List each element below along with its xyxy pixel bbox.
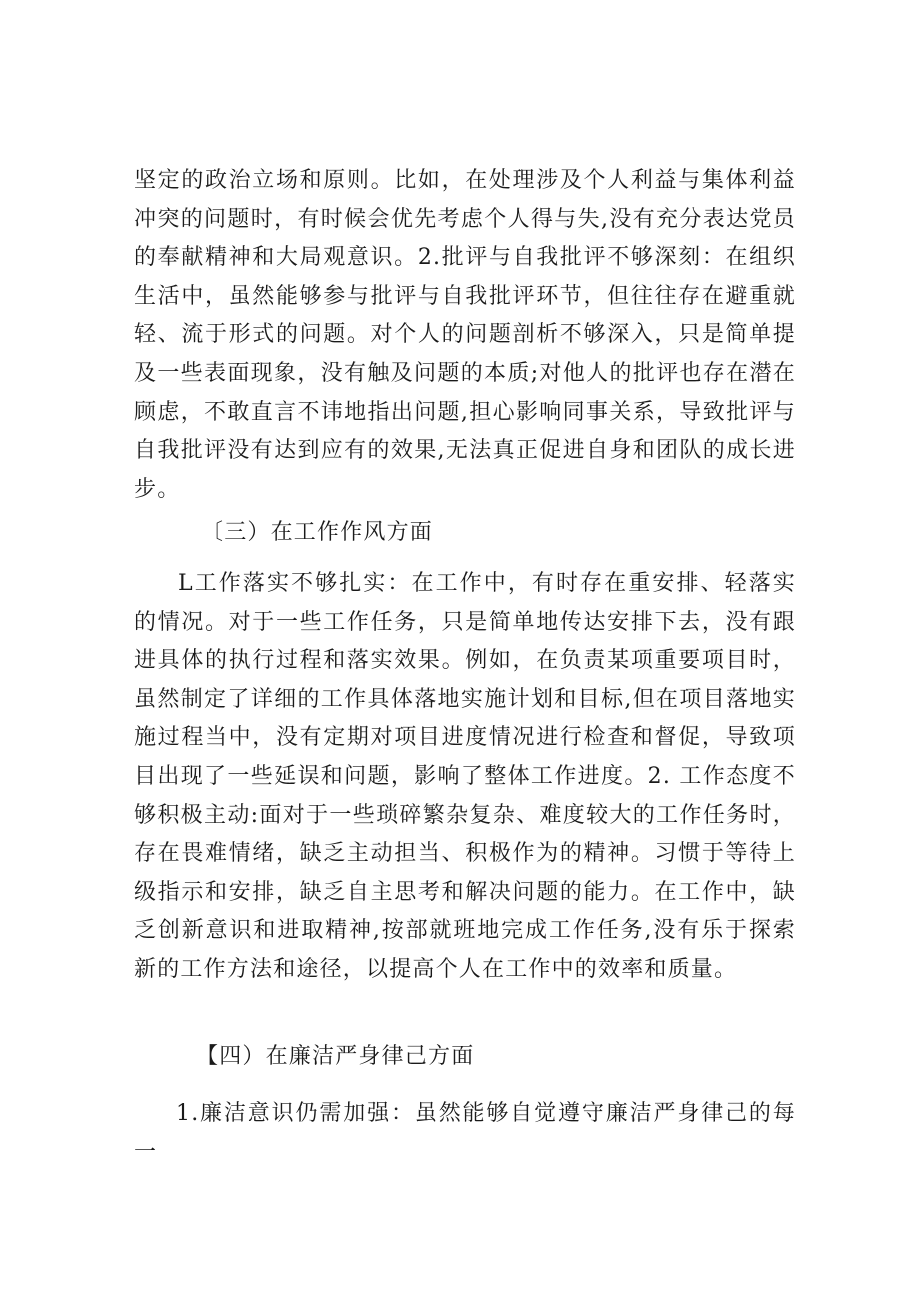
section-3-paragraph-text: L工作落实不够扎实：在工作中，有时存在重安排、轻落实的情况。对于一些工作任务，只是简单地传达安排下去，没有跟进具体的执行过程和落实效果。例如，在负责某项重要项目时，虽然制定了详细的工作具体落地实施计划和目标,但在项目落地实施过程当中，没有定期对项目进度情况进行检查和督促，导致项目出现了一些延误和问题，影响了整体工作进度。2. 工作态度不够积极主动:面对于一些琐碎繁杂复杂、难度较大的工作任务时，存在畏难情绪，缺乏主动担当、积极作为的精神。习惯于等待上级指示和安排，缺乏自主思考和解决问题的能力。在工作中，缺乏创新意识和进取精神,按部就班地完成工作任务,没有乐于探索新的工作方法和途径，以提高个人在工作中的效率和质量。 xyxy=(134,571,796,982)
section-4-heading: 【四）在廉洁严身律己方面 xyxy=(196,1044,475,1069)
section-4-paragraph-text: 1.廉洁意识仍需加强：虽然能够自觉遵守廉洁严身律己的每一 xyxy=(134,1101,796,1165)
section-3-paragraph xyxy=(134,565,796,990)
section-3-heading: 〔三）在工作作风方面 xyxy=(201,520,434,545)
paragraph-continuation: 坚定的政治立场和原则。比如，在处理涉及个人利益与集体利益冲突的问题时，有时候会优先考虑个人得与失,没有充分表达党员的奉献精神和大局观意识。2.批评与自我批评不够深刻：在组织生活中，虽然能够参与批评与自我批评环节，但往往存在避重就轻、流于形式的问题。对个人的问题剖析不够深入，只是简单提及一些表面现象，没有触及问题的本质;对他人的批评也存在潜在顾虑，不敢直言不讳地指出问题,担心影响同事关系，导致批评与自我批评没有达到应有的效果,无法真正促进自身和团队的成长进步。 xyxy=(134,168,796,502)
section-4-paragraph xyxy=(134,1095,796,1172)
